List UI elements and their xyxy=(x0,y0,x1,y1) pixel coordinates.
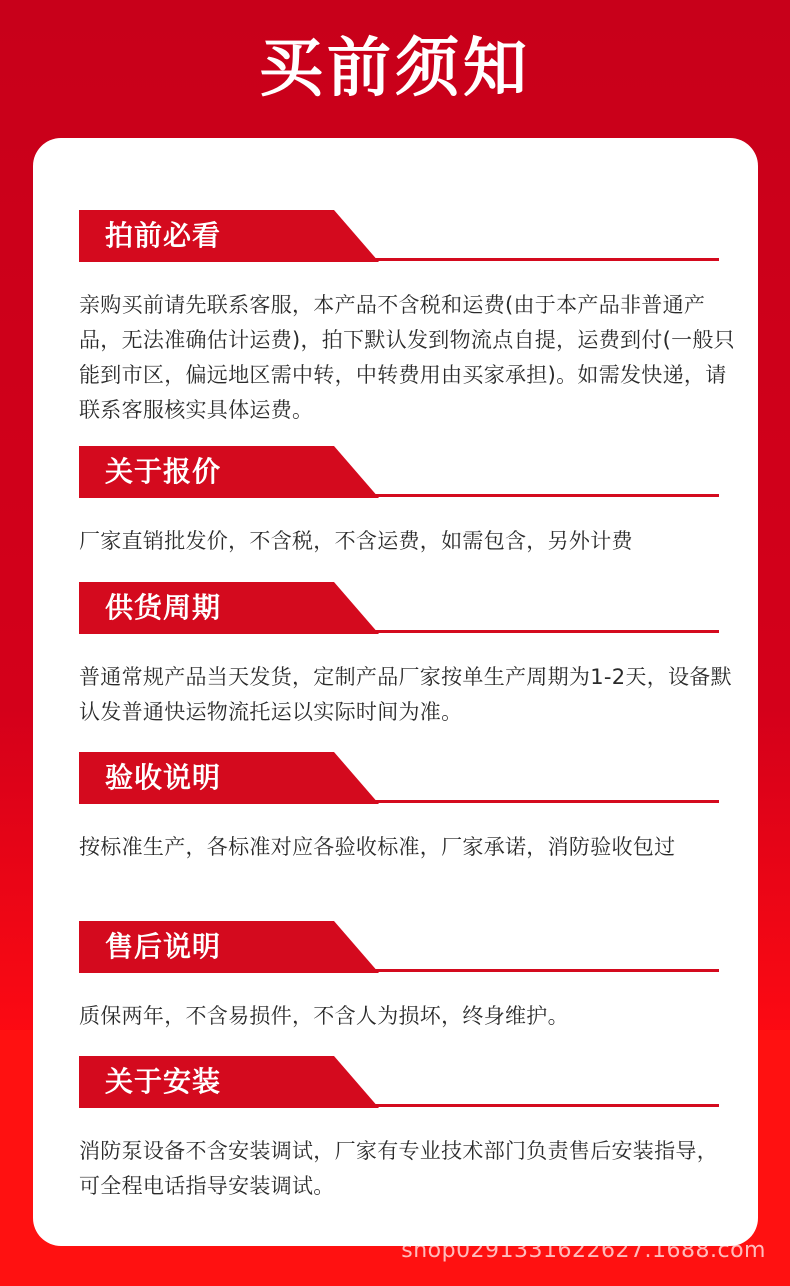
section-before-purchase xyxy=(79,210,735,428)
section-divider xyxy=(79,1104,719,1107)
shop-watermark: shop0291331622627.1688.com xyxy=(401,1238,766,1263)
page-title: 买前须知 xyxy=(259,32,531,106)
notice-card xyxy=(33,138,758,1246)
section-text: 按标准生产，各标准对应各验收标准，厂家承诺，消防验收包过 xyxy=(79,835,676,859)
section-pricing xyxy=(79,446,719,559)
section-title: 拍前必看 xyxy=(105,219,222,252)
section-text: 普通常规产品当天发货，定制产品厂家按单生产周期为1-2天，设备默认发普通快运物流托运以实际时间为准。 xyxy=(79,665,732,724)
section-divider xyxy=(79,258,719,261)
section-title: 验收说明 xyxy=(105,761,222,794)
section-divider xyxy=(79,800,719,803)
section-header xyxy=(79,582,719,634)
section-text: 厂家直销批发价，不含税，不含运费，如需包含，另外计费 xyxy=(79,529,633,553)
section-divider xyxy=(79,494,719,497)
section-title: 关于报价 xyxy=(105,455,222,488)
section-header xyxy=(79,1056,719,1108)
section-text: 亲购买前请先联系客服，本产品不含税和运费(由于本产品非普通产品，无法准确估计运费)，拍下默认发到物流点自提，运费到付(一般只能到市区，偏远地区需中转，中转费用由买家承担)。如需发快递，请联系客服核实具体运费。 xyxy=(79,293,735,422)
section-header xyxy=(79,210,719,262)
section-title: 售后说明 xyxy=(105,930,222,963)
section-title: 供货周期 xyxy=(105,591,222,624)
section-title: 关于安装 xyxy=(105,1065,222,1098)
section-divider xyxy=(79,969,719,972)
section-after-sales xyxy=(79,921,719,1034)
section-acceptance xyxy=(79,752,719,865)
section-divider xyxy=(79,630,719,633)
section-header xyxy=(79,921,719,973)
section-installation xyxy=(79,1056,719,1204)
section-header xyxy=(79,752,719,804)
section-supply-cycle xyxy=(79,582,732,730)
section-header xyxy=(79,446,719,498)
section-text: 消防泵设备不含安装调试，厂家有专业技术部门负责售后安装指导，可全程电话指导安装调试。 xyxy=(79,1139,718,1198)
section-text: 质保两年，不含易损件，不含人为损坏，终身维护。 xyxy=(79,1004,569,1028)
